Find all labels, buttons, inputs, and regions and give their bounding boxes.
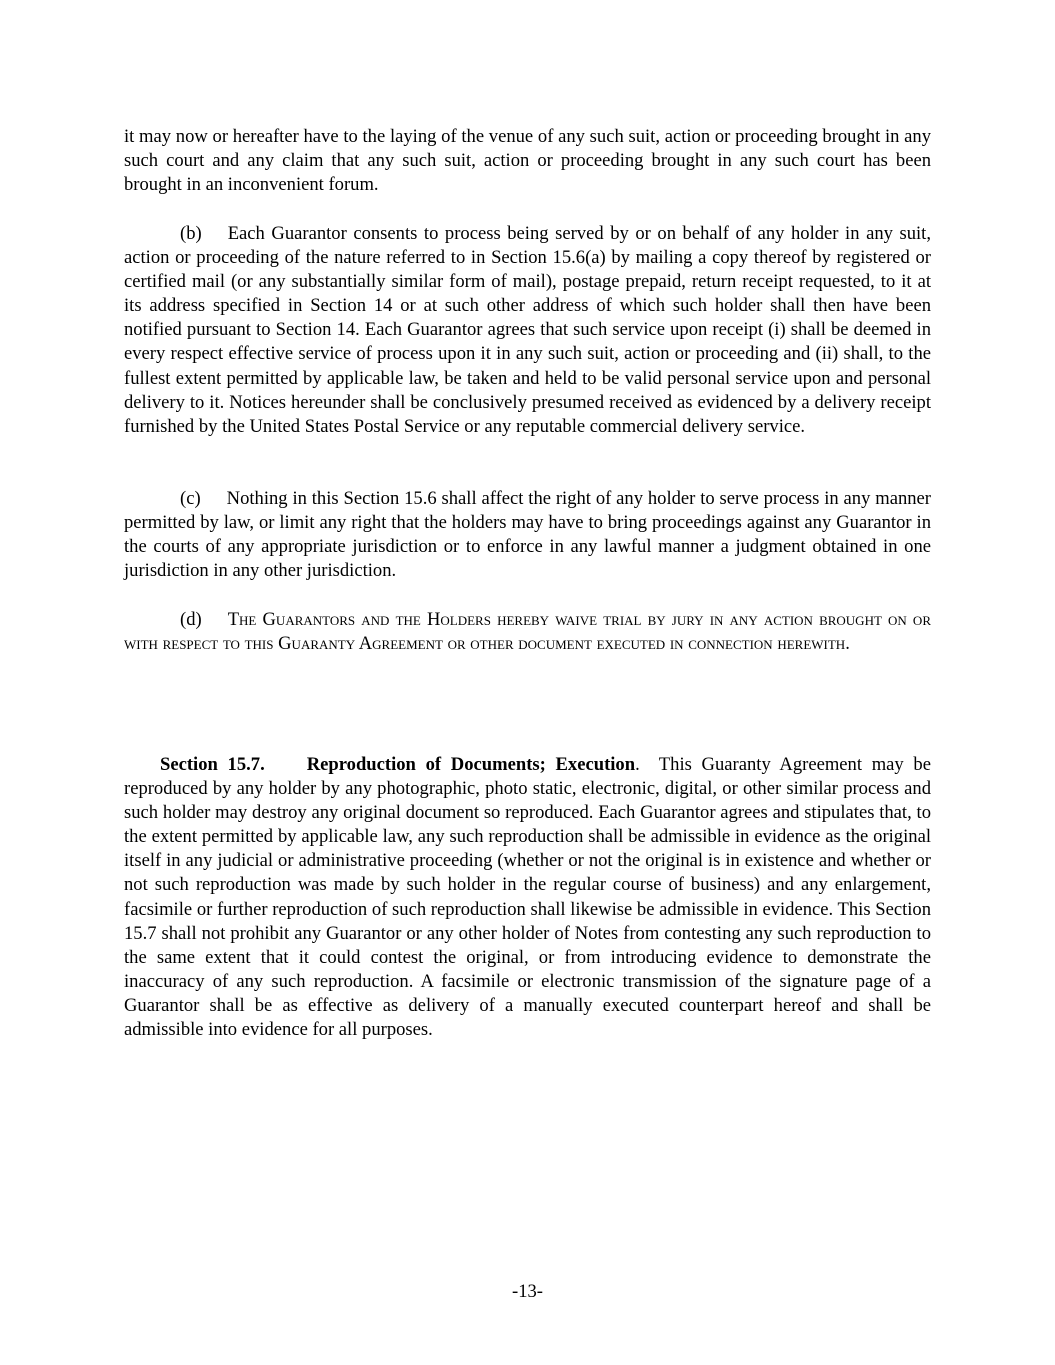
paragraph-continuation-text: it may now or hereafter have to the laying of the venue of any such suit, action or proceeding brought in any such court and any claim that any such suit, action or proceeding brought in any such court has been brought in an inconvenient forum. [124,126,931,196]
paragraph-continuation [124,125,931,197]
paragraph-d-text: The Guarantors and the Holders hereby waive trial by jury in any action brought on or with respect to this Guaranty Agreement or other document executed in connection herewith. [124,609,931,655]
paragraph-c [124,487,931,583]
paragraph-b-label: (b) [180,223,202,244]
paragraph-b [124,222,931,439]
paragraph-b-text: Each Guarantor consents to process being served by or on behalf of any holder in any suit, action or proceeding of the nature referred to in Section 15.6(a) by mailing a copy thereof by registered or certified mail (or any substantially similar form of mail), postage prepaid, return receipt requested, to it at its address specified in Section 14 or at such other address of which such holder shall then have been notified pursuant to Section 14. Each Guarantor agrees that such service upon receipt (i) shall be deemed in every respect effective service of process upon it in any such suit, action or proceeding and (ii) shall, to the fullest extent permitted by applicable law, be taken and held to be valid personal service upon and personal delivery to it. Notices hereunder shall be conclusively presumed received as evidenced by a delivery receipt furnished by the United States Postal Service or any reputable commercial delivery service. [124,223,931,437]
paragraph-d-label: (d) [180,609,202,630]
section-15-7-text: This Guaranty Agreement may be reproduced by any holder by any photographic, photo static, electronic, digital, or other similar process and such holder may destroy any original document so reproduced. Each Guarantor agrees and stipulates that, to the extent permitted by applicable law, any such reproduction shall be admissible in evidence as the original itself in any judicial or administrative proceeding (whether or not the original is in existence and whether or not such reproduction was made by such holder in the regular course of business) and any enlargement, facsimile or further reproduction of such reproduction shall likewise be admissible in evidence. This Section 15.7 shall not prohibit any Guarantor or any other holder of Notes from contesting any such reproduction to the same extent that it could contest the original, or from introducing evidence to demonstrate the inaccuracy of any such reproduction. A facsimile or electronic transmission of the signature page of a Guarantor shall be as effective as delivery of a manually executed counterpart hereof and shall be admissible into evidence for all purposes. [124,754,931,1041]
paragraph-d [124,608,931,656]
paragraph-c-text: Nothing in this Section 15.6 shall affect the right of any holder to serve process in any manner permitted by law, or limit any right that the holders may have to bring proceedings against any Guarantor in the courts of any appropriate jurisdiction or to enforce in any lawful manner a judgment obtained in one jurisdiction in any other jurisdiction. [124,488,931,582]
paragraph-c-label: (c) [180,488,201,509]
page-number: -13- [512,1281,543,1302]
section-15-7 [124,753,931,1042]
section-15-7-title: Reproduction of Documents; Execution [306,754,636,775]
section-15-7-title-punct: . [635,754,640,775]
section-15-7-number: Section 15.7. [160,754,265,775]
